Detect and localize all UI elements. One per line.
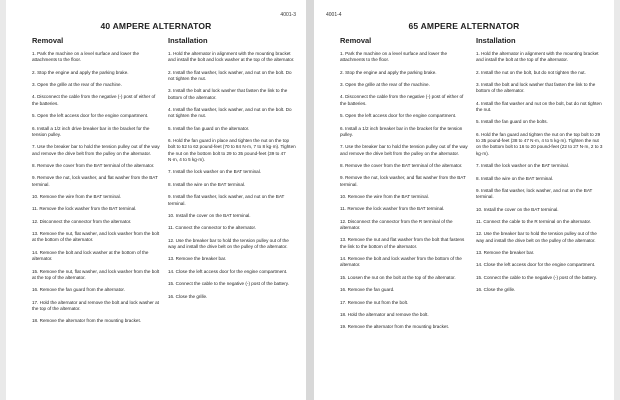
- step-item: 14. Close the left access door for the engine compartment.: [476, 262, 596, 268]
- step-item: 3. Install the bolt and lock washer that fasten the link to the bottom of the alternator.: [476, 82, 596, 94]
- step-item: 13. Remove the breaker bar.: [168, 256, 227, 262]
- step-item: 15. Loosen the nut on the bolt at the top of the alternator.: [340, 274, 456, 280]
- step-item: 9. Install the flat washer, lock washer, and nut on the BAT terminal.: [168, 194, 285, 206]
- step-item: 7. Use the breaker bar to hold the tension pulley out of the way and remove the drive belt from the pulley on the alternator.: [32, 144, 160, 156]
- step-item: 8. Install the wire on the BAT terminal.: [168, 181, 246, 187]
- step-item: 2. Stop the engine and apply the parking brake.: [340, 69, 437, 75]
- step-item: 4. Disconnect the cable from the negative (-) post of either of the batteries.: [340, 94, 464, 106]
- step-item: 6. Install a 1/2 inch breaker bar in the bracket for the tension pulley.: [340, 125, 463, 137]
- step-item: 12. Disconnect the connector from the alternator.: [32, 218, 132, 224]
- step-item: 11. Connect the connector to the alternator.: [168, 225, 257, 231]
- page-number: 4001-4: [326, 12, 342, 18]
- installation-heading: Installation: [476, 36, 516, 45]
- step-item: 8. Remove the cover from the BAT terminal of the alternator.: [32, 162, 155, 168]
- step-item: 16. Close the grille.: [168, 293, 208, 299]
- step-item: 5. Install the fan guard on the bolts.: [476, 119, 548, 125]
- step-item: 6. Hold the fan guard in place and tighten the nut on the top bolt to 52 to 62 pound-feet (70 to 84 N·m, 7 to 8 kg·m). Tighten the nut on the bottom bolt to 29 to 35 pound-feet (39 to 47 N·m, 4 to 5 kg·m).: [168, 138, 296, 163]
- step-item: 17. Hold the alternator and remove the bolt and lock washer at the top of the alternator.: [32, 299, 159, 311]
- installation-heading: Installation: [168, 36, 208, 45]
- step-item: 7. Install the lock washer on the BAT terminal.: [168, 169, 262, 175]
- step-item: 10. Install the cover on the BAT terminal.: [168, 212, 251, 218]
- step-item: 11. Remove the lock washer from the BAT terminal.: [32, 206, 137, 212]
- step-item: 11. Remove the lock washer from the BAT terminal.: [340, 206, 445, 212]
- removal-heading: Removal: [340, 36, 372, 45]
- step-item: 2. Stop the engine and apply the parking brake.: [32, 69, 129, 75]
- step-item: 19. Remove the alternator from the mounting bracket.: [340, 324, 450, 330]
- step-item: 3. Open the grille at the rear of the machine.: [32, 82, 122, 88]
- step-item: 6. Hold the fan guard and tighten the nut on the top bolt to 29 to 35 pound-feet (38 to 47 N·m, 4 to 5 kg·m). Tighten the nut on the bottom bolt to 16 to 20 pound-feet (22 to 27 N·m, 2 to 3 kg·m).: [476, 131, 603, 156]
- step-item: 18. Hold the alternator and remove the bolt.: [340, 312, 429, 318]
- page-title: 65 AMPERE ALTERNATOR: [408, 21, 520, 31]
- step-item: 14. Remove the bolt and lock washer from the bottom of the alternator.: [340, 256, 462, 268]
- step-item: 16. Remove the fan guard.: [340, 287, 395, 293]
- step-item: 10. Remove the wire from the BAT terminal.: [340, 194, 429, 199]
- step-item: 1. Park the machine on a level surface and lower the attachments to the floor.: [32, 51, 139, 63]
- manual-page-right: [314, 0, 614, 400]
- removal-column: [340, 36, 468, 337]
- step-item: 17. Remove the nut from the bolt.: [340, 299, 409, 305]
- step-item: 15. Connect the cable to the negative (-) post of the battery.: [168, 281, 289, 287]
- step-item: 14. Close the left access door for the engine compartment.: [168, 268, 288, 274]
- removal-steps: [32, 51, 160, 325]
- installation-steps: [168, 51, 296, 300]
- step-item: 12. Use the breaker bar to hold the tension pulley out of the way and install the drive belt on the pulley of the alternator.: [476, 231, 597, 243]
- removal-column: [32, 36, 160, 331]
- step-item: 6. Install a 1/2 inch drive breaker bar in the bracket for the tension pulley.: [32, 125, 150, 137]
- step-item: 9. Install the flat washer, lock washer, and nut on the BAT terminal.: [476, 187, 593, 200]
- step-item: 16. Remove the fan guard from the alternator.: [32, 287, 125, 293]
- step-item: 5. Open the left access door for the engine compartment.: [340, 113, 457, 119]
- step-item: 9. Remove the nut, lock washer, and flat washer from the BAT terminal.: [340, 175, 466, 187]
- step-item: 7. Use the breaker bar to hold the tension pulley out of the way and remove the drive belt from the pulley on the alternator.: [340, 144, 468, 156]
- installation-steps: [476, 51, 604, 294]
- step-item: 4. Install the flat washer, lock washer, and nut on the bolt. Do not tighten the nut.: [168, 107, 292, 119]
- step-item: 10. Remove the wire from the BAT terminal.: [32, 194, 121, 199]
- page-number: 4001-3: [280, 12, 296, 18]
- step-item: 13. Remove the breaker bar.: [476, 250, 535, 256]
- step-item: 12. Use the breaker bar to hold the tension pulley out of the way and install the drive belt on the pulley of the alternator.: [168, 237, 289, 249]
- step-item: 2. Install the flat washer, lock washer, and nut on the bolt. Do not tighten the nut.: [168, 69, 292, 81]
- step-item: 5. Install the fan guard on the alternator.: [168, 125, 250, 131]
- page-gutter: [306, 0, 314, 400]
- step-item: 14. Remove the bolt and lock washer at the bottom of the alternator.: [32, 249, 149, 262]
- step-item: 2. Install the nut on the bolt, but do not tighten the nut.: [476, 69, 586, 75]
- step-item: 7. Install the lock washer on the BAT terminal.: [476, 163, 570, 169]
- step-item: 13. Remove the nut, flat washer, and lock washer from the bolt at the bottom of the alternator.: [32, 231, 160, 243]
- installation-column: [476, 36, 604, 300]
- step-item: 4. Disconnect the cable from the negative (-) post of either of the batteries.: [32, 94, 156, 106]
- step-item: 3. Open the grille at the rear of the machine.: [340, 82, 430, 88]
- step-item: 9. Remove the nut, lock washer, and flat washer from the BAT terminal.: [32, 175, 158, 187]
- manual-page-left: [6, 0, 306, 400]
- step-item: 8. Install the wire on the BAT terminal.: [476, 175, 554, 181]
- step-item: 1. Park the machine on a level surface and lower the attachments to the floor.: [340, 51, 447, 63]
- removal-steps: [340, 51, 468, 331]
- step-item: 11. Connect the cable to the R terminal on the alternator.: [476, 218, 592, 224]
- step-item: 12. Disconnect the connector from the R terminal of the alternator.: [340, 218, 453, 231]
- step-item: 4. Install the flat washer and nut on the bolt, but do not tighten the nut.: [476, 100, 602, 113]
- step-item: 13. Remove the nut and flat washer from the bolt that fastens the link to the bottom of the alternator.: [340, 237, 465, 249]
- step-item: 15. Connect the cable to the negative (-) post of the battery.: [476, 274, 597, 280]
- step-item: 3. Install the bolt and lock washer that fasten the link to the bottom of the alternator.: [168, 88, 288, 100]
- step-item: 18. Remove the alternator from the mounting bracket.: [32, 318, 142, 324]
- step-item: 1. Hold the alternator in alignment with the mounting bracket and install the bolt and lock washer at the top of the alternator.: [168, 51, 295, 63]
- step-item: 10. Install the cover on the BAT terminal.: [476, 206, 559, 212]
- step-item: 1. Hold the alternator in alignment with the mounting bracket and install the bolt at the top of the alternator.: [476, 51, 599, 63]
- step-item: 8. Remove the cover from the BAT terminal of the alternator.: [340, 162, 463, 168]
- step-item: 16. Close the grille.: [476, 287, 516, 293]
- step-item: 5. Open the left access door for the engine compartment.: [32, 113, 149, 119]
- removal-heading: Removal: [32, 36, 64, 45]
- page-title: 40 AMPERE ALTERNATOR: [100, 21, 212, 31]
- step-item: 15. Remove the nut, flat washer, and lock washer from the bolt at the top of the alternator.: [32, 268, 160, 280]
- installation-column: [168, 36, 296, 306]
